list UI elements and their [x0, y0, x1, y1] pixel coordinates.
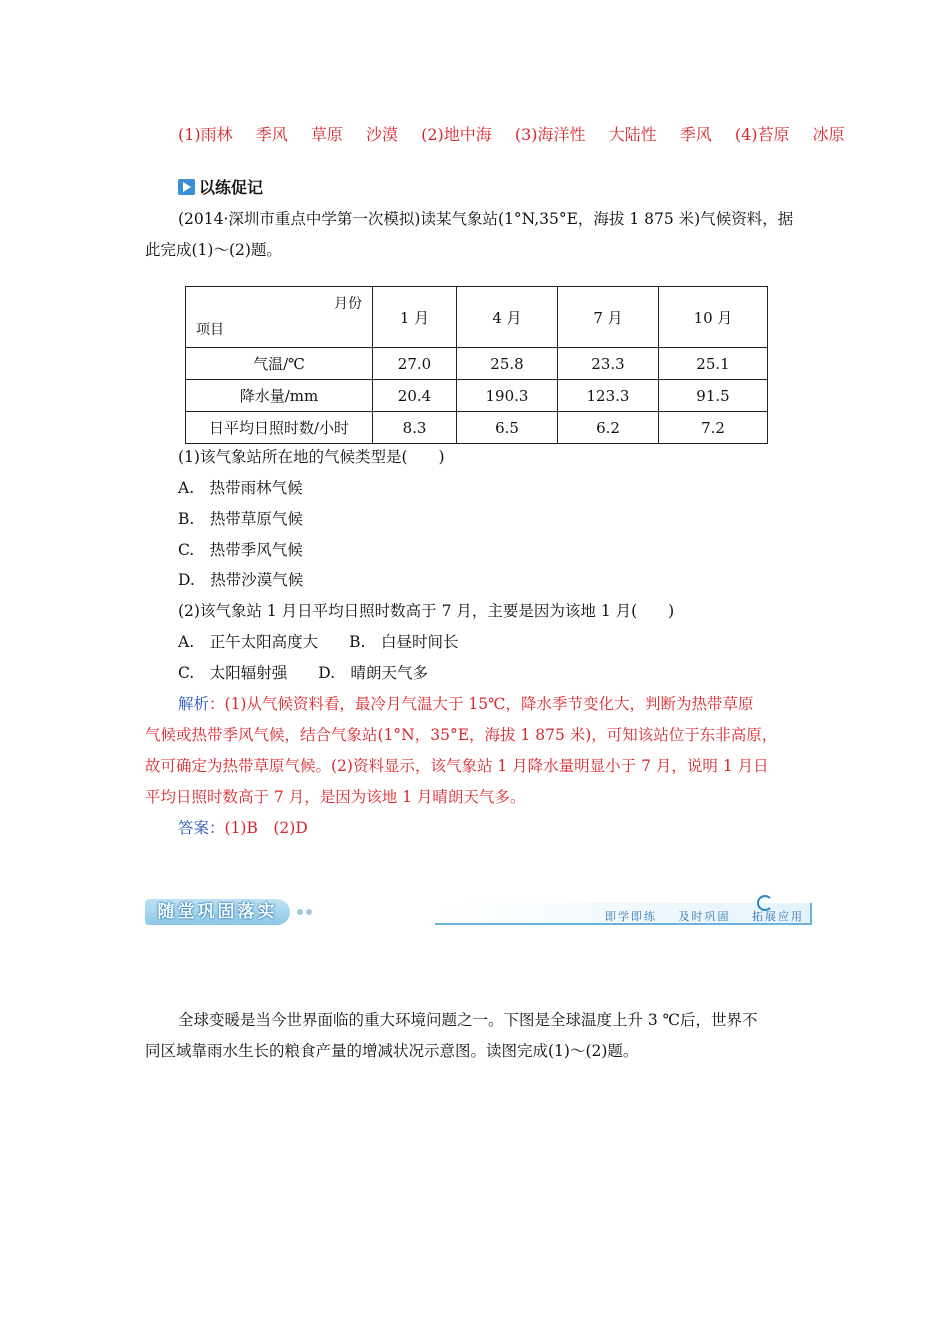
banner-tags [589, 908, 804, 924]
analysis-text: ：(1)从气候资料看，最冷月气温大于 15℃，降水季节变化大，判断为热带草原 [209, 695, 754, 713]
answer-item: (3)海洋性 [514, 125, 586, 144]
table-cell: 123.3 [558, 380, 659, 412]
answer-item: 草原 [310, 125, 343, 144]
answer-value: (1)B (2)D [224, 819, 308, 837]
answer-label: 答案： [178, 819, 225, 837]
next-intro-line-1: 全球变暖是当今世界面临的重大环境问题之一。下图是全球温度上升 3 ℃后，世界不 [178, 1011, 758, 1029]
question-1-option: A. 热带雨林气候 [178, 479, 303, 497]
banner-dots [297, 909, 312, 915]
climate-table [185, 286, 768, 444]
table-row [186, 412, 768, 444]
banner-title: 随堂巩固落实 [145, 899, 290, 925]
row-label: 气温/℃ [186, 348, 373, 380]
question-1-option: D. 热带沙漠气候 [178, 571, 304, 589]
row-label: 日平均日照时数/小时 [186, 412, 373, 444]
table-cell: 190.3 [457, 380, 558, 412]
table-cell: 91.5 [659, 380, 768, 412]
question-1-stem: (1)该气象站所在地的气候类型是( ) [178, 448, 445, 466]
table-cell: 25.8 [457, 348, 558, 380]
answer-item: (4)苔原 [734, 125, 790, 144]
answer-item: 季风 [679, 125, 712, 144]
table-cell: 7.2 [659, 412, 768, 444]
column-header: 10 月 [659, 287, 768, 348]
answer-item: 沙漠 [365, 125, 398, 144]
banner-tag: 及时巩固 [678, 910, 731, 923]
row-label: 降水量/mm [186, 380, 373, 412]
column-header: 7 月 [558, 287, 659, 348]
question-2-options: A. 正午太阳高度大 B. 白昼时间长 [178, 633, 459, 651]
next-intro-line-2: 同区域靠雨水生长的粮食产量的增减状况示意图。读图完成(1)～(2)题。 [145, 1042, 639, 1060]
table-cell: 23.3 [558, 348, 659, 380]
table-cell: 8.3 [373, 412, 457, 444]
table-cell: 27.0 [373, 348, 457, 380]
answer-item: 大陆性 [608, 125, 657, 144]
table-cell: 6.5 [457, 412, 558, 444]
analysis-line-3: 故可确定为热带草原气候。(2)资料显示，该气象站 1 月降水量明显小于 7 月，说明 1 月日 [145, 757, 769, 775]
question-2-options: C. 太阳辐射强 D. 晴朗天气多 [178, 664, 429, 682]
banner-tag: 即学即练 [605, 910, 657, 923]
corner-item-label: 项目 [196, 322, 224, 338]
table-header-row [186, 287, 768, 348]
table-corner-cell [186, 287, 373, 348]
column-header: 1 月 [373, 287, 457, 348]
question-1-option: C. 热带季风气候 [178, 541, 303, 559]
table-row [186, 380, 768, 412]
section-heading [178, 175, 263, 198]
answer-item: 季风 [255, 125, 288, 144]
section-title: 以练促记 [199, 178, 264, 197]
intro-line-1: (2014·深圳市重点中学第一次模拟)读某气象站(1°N,35°E，海拔 1 875 米)气候资料，据 [178, 210, 794, 228]
analysis-line-1 [178, 692, 753, 714]
answer-item: (2)地中海 [421, 125, 492, 144]
answer-line [178, 816, 308, 838]
analysis-line-4: 平均日照时数高于 7 月，是因为该地 1 月晴朗天气多。 [145, 788, 526, 806]
answer-item: (1)雨林 [178, 125, 233, 144]
table-row [186, 348, 768, 380]
analysis-line-2: 气候或热带季风气候，结合气象站(1°N，35°E，海拔 1 875 米)，可知该站位于东非高原， [145, 726, 778, 744]
question-2-stem: (2)该气象站 1 月日平均日照时数高于 7 月，主要是因为该地 1 月( ) [178, 602, 675, 620]
banner-tag: 拓展应用 [752, 910, 804, 923]
table-cell: 20.4 [373, 380, 457, 412]
section-banner [145, 895, 810, 927]
corner-month-label: 月份 [334, 296, 362, 312]
answer-item: 冰原 [812, 125, 845, 144]
column-header: 4 月 [457, 287, 558, 348]
play-arrow-icon [178, 179, 195, 195]
analysis-label: 解析 [178, 695, 210, 713]
question-1-option: B. 热带草原气候 [178, 510, 303, 528]
previous-answers [178, 122, 863, 145]
table-cell: 6.2 [558, 412, 659, 444]
intro-line-2: 此完成(1)～(2)题。 [145, 241, 282, 259]
table-cell: 25.1 [659, 348, 768, 380]
